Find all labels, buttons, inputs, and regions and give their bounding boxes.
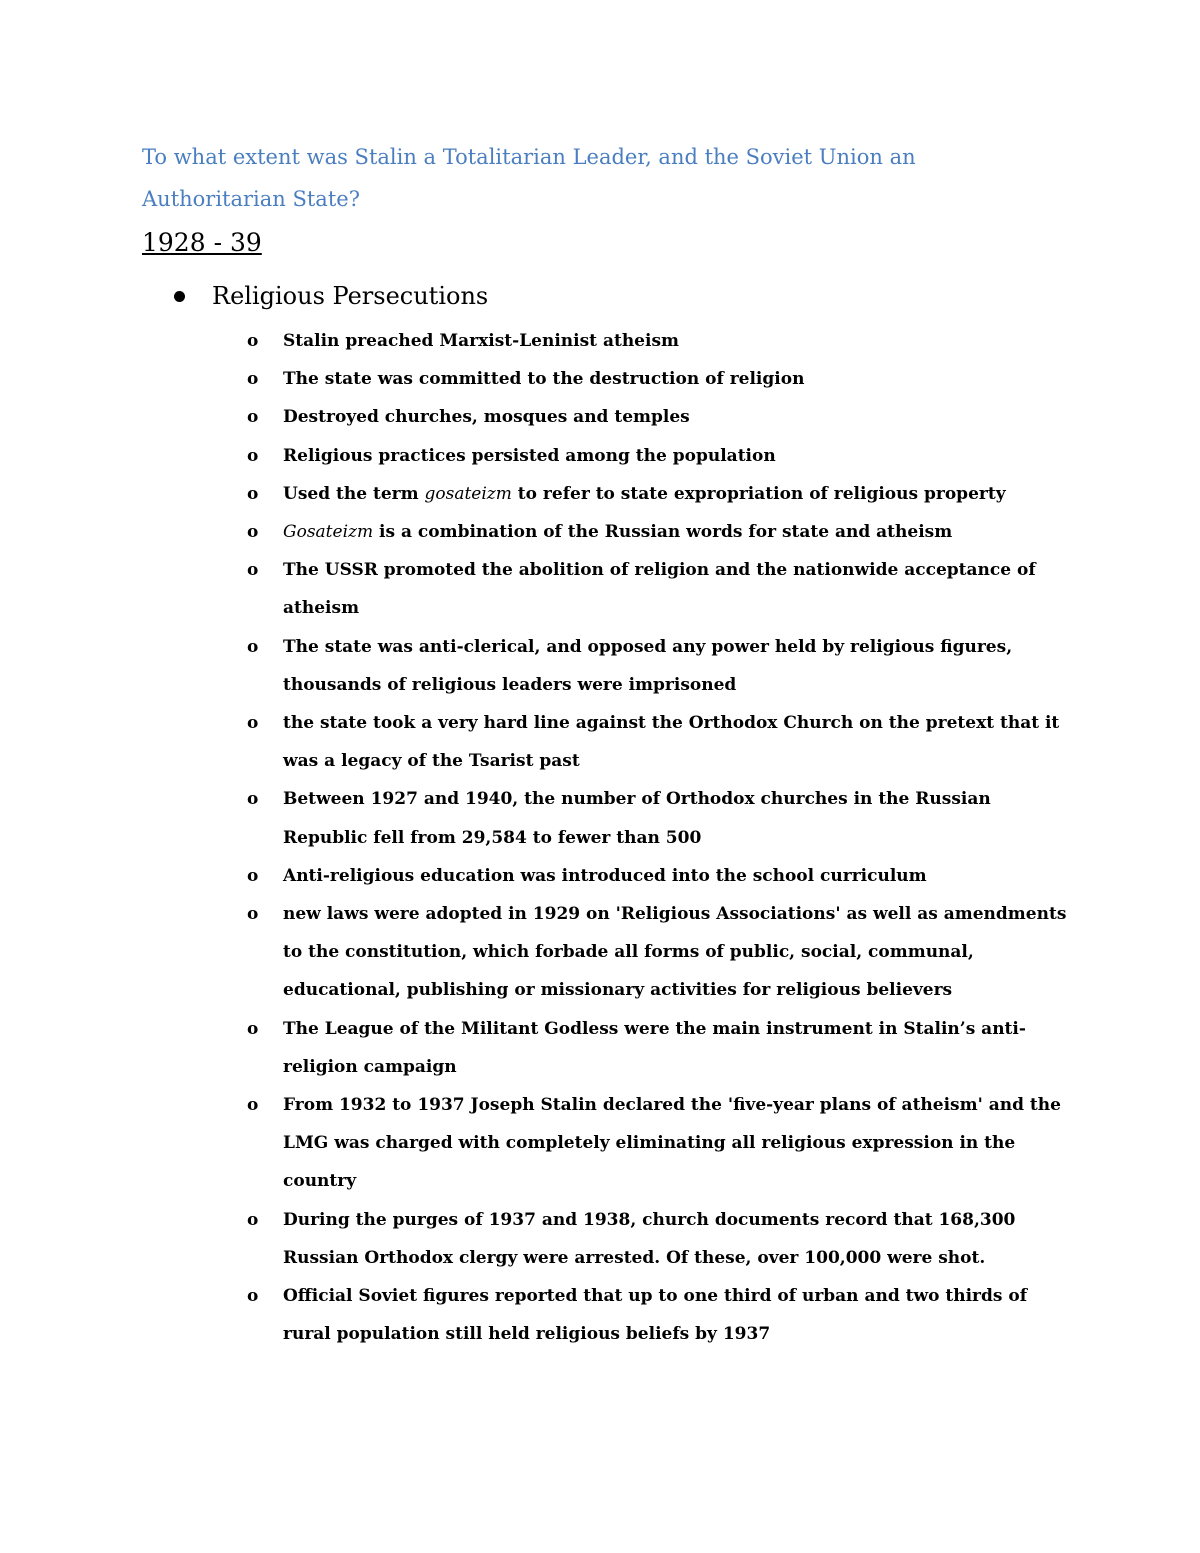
list-item-text: The USSR promoted the abolition of religion and the nationwide acceptance of atheism — [283, 560, 1036, 619]
list-marker-icon: o — [247, 369, 259, 390]
list-item-text: The state was committed to the destruction of religion — [283, 369, 805, 390]
list-item — [0, 322, 1073, 360]
list-item-text: Stalin preached Marxist-Leninist atheism — [283, 331, 680, 351]
year-heading: 1928 - 39 — [142, 228, 262, 257]
section-header — [174, 278, 488, 314]
list-item-text-after: is a combination of the Russian words for state and atheism — [373, 522, 953, 543]
list-item — [0, 1201, 1073, 1277]
list-item — [0, 360, 1073, 398]
list-item — [0, 398, 1073, 436]
list-item — [0, 1277, 1073, 1353]
list-marker-icon: o — [247, 407, 259, 428]
list-item-text: new laws were adopted in 1929 on 'Religious Associations' as well as amendments to the constitution, which forbade all forms of public, social, communal, educational, publishing or missionary activities for religious believers — [283, 904, 1067, 1001]
list-item-text: the state took a very hard line against the Orthodox Church on the pretext that it was a legacy of the Tsarist past — [283, 713, 1060, 772]
list-marker-icon: o — [247, 1209, 259, 1230]
list-item-text: Between 1927 and 1940, the number of Orthodox churches in the Russian Republic fell from 29,584 to fewer than 500 — [283, 789, 991, 848]
list-item-term: gosateizm — [424, 483, 512, 504]
list-marker-icon: o — [247, 483, 259, 504]
list-item-text-after: to refer to state expropriation of religious property — [511, 483, 1006, 504]
list-item — [0, 1010, 1073, 1086]
list-marker-icon: o — [247, 1018, 259, 1039]
list-item-text: Destroyed churches, mosques and temples — [283, 407, 690, 428]
list-item-text: The League of the Militant Godless were the main instrument in Stalin’s anti-religion campaign — [283, 1018, 1026, 1077]
list-marker-icon: o — [247, 1286, 259, 1307]
list-item — [0, 780, 1073, 856]
list-marker-icon: o — [247, 904, 259, 925]
list-item — [0, 475, 1073, 513]
bullet-list — [0, 322, 1073, 1353]
list-item-text: Anti-religious education was introduced into the school curriculum — [283, 865, 927, 886]
list-marker-icon: o — [247, 865, 259, 886]
section-title: Religious Persecutions — [212, 282, 489, 310]
list-marker-icon: o — [247, 636, 259, 657]
list-item — [0, 1086, 1073, 1201]
list-marker-icon: o — [247, 789, 259, 810]
list-item-text: From 1932 to 1937 Joseph Stalin declared the 'five-year plans of atheism' and the LMG was charged with completely eliminating all religious expression in the country — [283, 1095, 1061, 1192]
list-marker-icon: o — [247, 560, 259, 581]
list-item — [0, 551, 1073, 627]
list-item — [0, 628, 1073, 704]
list-item — [0, 857, 1073, 895]
bullet-icon — [174, 291, 185, 302]
list-item-text-before: Used the term — [283, 483, 425, 504]
list-marker-icon: o — [247, 713, 259, 734]
list-item — [0, 437, 1073, 475]
list-marker-icon: o — [247, 522, 259, 543]
list-item-text: The state was anti-clerical, and opposed any power held by religious figures, thousands of religious leaders were imprisoned — [283, 636, 1013, 695]
list-item-text: Religious practices persisted among the population — [283, 445, 776, 466]
list-item — [0, 704, 1073, 780]
list-item-text: Official Soviet figures reported that up to one third of urban and two thirds of rural population still held religious beliefs by 1937 — [283, 1286, 1028, 1345]
list-marker-icon: o — [247, 445, 259, 466]
list-marker-icon: o — [247, 331, 259, 351]
list-item-term: Gosateizm — [283, 522, 374, 543]
list-item — [0, 513, 1073, 551]
document-title: To what extent was Stalin a Totalitarian Leader, and the Soviet Union an Authoritarian State? — [142, 145, 916, 211]
list-item — [0, 895, 1073, 1010]
list-item-text: During the purges of 1937 and 1938, church documents record that 168,300 Russian Orthodox clergy were arrested. Of these, over 100,000 were shot. — [283, 1209, 1016, 1268]
list-marker-icon: o — [247, 1095, 259, 1116]
